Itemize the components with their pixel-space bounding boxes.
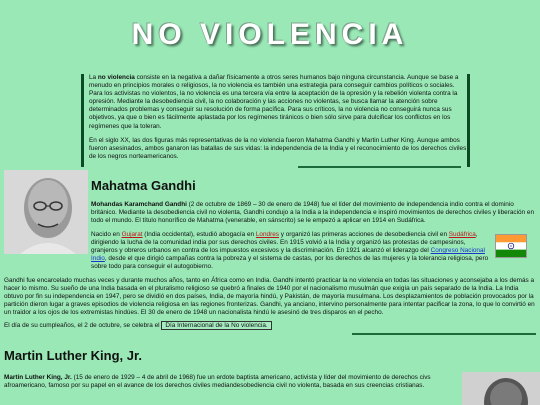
gandhi-paragraph-1: Mohandas Karamchand Gandhi (2 de octubre de 1869 – 30 de enero de 1948) fue el líder del movimiento de independencia indio contra el dominio británico. Mediante la desobediencia civil no violenta, Gandhi condujo a la India a la independencia e inspiró movimientos de derechos civiles y liberación en todo el mundo. El título honorífico de Mahatma (venerable, en sánscrito) se le empezó a aplicar en 1914 en Sudáfrica. <box>91 201 534 225</box>
gandhi-paragraph-4: El día de su cumpleaños, el 2 de octubre, se celebra el Día Internacional de la No violencia. <box>4 322 536 330</box>
nonviolence-day-link[interactable]: Día Internacional de la No violencia. <box>161 321 271 330</box>
page-title: NO VIOLENCIA <box>131 18 409 51</box>
gandhi-paragraph-3: Gandhi fue encarcelado muchas veces y durante muchos años, tanto en África como en India. Gandhi intentó practicar la no violencia en todas las situaciones y aconsejaba a los demás a hacer lo mismo. Su sueño de una India basada en el pluralismo religioso se quebró a finales de 1940 por el nacionalismo musulmán que exigía un país separado de la India. La India obtuvo por fin su independencia en 1947, pero se dividió en dos países, India, de mayoría hindú, y Pakistán, de mayoría musulmana. Los desplazamientos de población provocados por la partición dieron lugar a graves episodios de violencia religiosa en las regiones fronterizas. Gandhi, ya anciano, intervino personalmente para intentar pacificar la zona, lo que lo convirtió en un traidor a los ojos de los extremistas hindúes. El 30 de enero de 1948 un nacionalista hindú le asesinó de tres disparos en el pecho. <box>4 277 535 317</box>
divider-line <box>298 166 461 168</box>
gandhi-portrait-image <box>4 170 88 254</box>
india-flag-image <box>495 234 527 258</box>
congreso-link[interactable]: Congreso Nacional Indio <box>91 247 485 263</box>
gandhi-paragraph-2: Nacido en Gujarat (India occidental), estudió abogacía en Londres y organizó las primeras acciones de desobediencia civil en Sudáfrica, dirigiendo la lucha de la comunidad india por sus derechos civiles. En 1915 volvió a la India y organizó las protestas de campesinos, granjeros y obreros urbanos en contra de los impuestos excesivos y la discriminación. En 1921 alcanzó el liderazgo del Congreso Nacional Indio, desde el que dirigió campañas contra la pobreza y el sistema de castas, por los derechos de las mujeres y la tolerancia religiosa, pero sobre todo para conseguir el autogobierno. <box>91 231 489 271</box>
intro-section <box>81 74 470 167</box>
intro-paragraph-1: La no violencia consiste en la negativa a dañar físicamente a otros seres humanos bajo ninguna circunstancia. Aunque se base a menudo en principios morales o religiosos, la no violencia es también una estrategia para conseguir cambios políticos o sociales. Para los activistas no violentos, la no violencia es una tercera vía entre la aceptación de la opresión y la rebelión violenta contra la opresión. Mediante la desobediencia civil, la no colaboración y las acciones no violentas, se busca llamar la atención sobre determinados problemas y conseguir su resolución de forma pacífica. Para sus críticos, la no violencia no conseguirá nunca sus objetivos, ya que o bien es fácilmente aplastada por los regímenes tiránicos o bien sólo sirve para dulcificar los conflictos en los regímenes que la toleran. <box>89 74 459 130</box>
mlk-portrait-image <box>462 372 540 405</box>
divider-line <box>352 333 536 335</box>
sudafrica-link[interactable]: Sudáfrica <box>448 231 476 238</box>
gujarat-link[interactable]: Gujarat <box>121 231 143 238</box>
mlk-paragraph-1: Martin Luther King, Jr. (15 de enero de 1929 – 4 de abril de 1968) fue un erdote baptista americano, activista y líder del movimiento de derechos civs afroamericano, famoso por su papel en el avance de los derechos civiles mediandesobediencia civil no violenta, basada en sus creencias cristianas. <box>4 374 431 390</box>
intro-paragraph-2: En el siglo XX, las dos figuras más representativas de la no violencia fueron Mahatma Gandhi y Martin Luther King. Aunque ambos fueron asesinados, ambos ganaron las batallas de sus vidas: la independencia de la India y el reconocimiento de los derechos civiles de los negros norteamericanos. <box>89 136 467 160</box>
mlk-heading: Martin Luther King, Jr. <box>4 348 142 363</box>
londres-link[interactable]: Londres <box>255 231 279 238</box>
gandhi-heading: Mahatma Gandhi <box>91 178 196 193</box>
intro-keyword: no violencia <box>97 74 135 81</box>
